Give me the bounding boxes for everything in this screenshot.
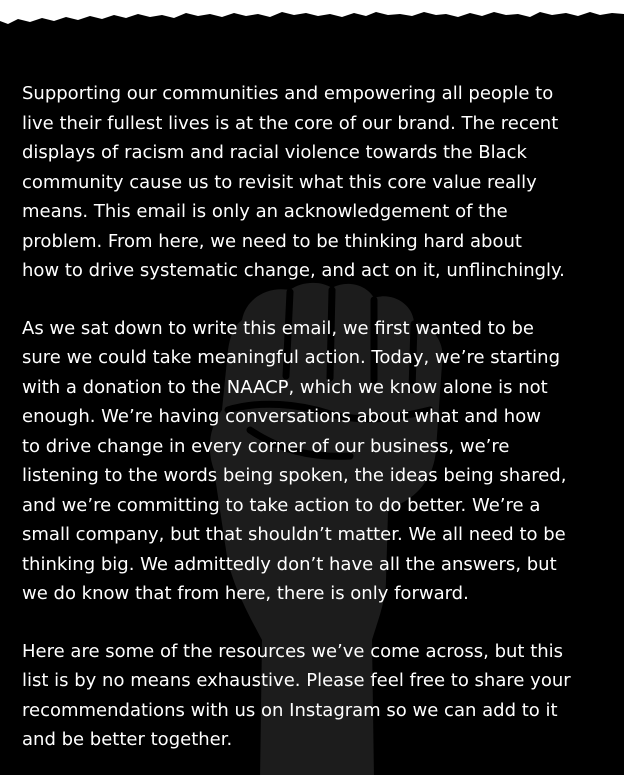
- intro-paragraph: Supporting our communities and empowering all people to live their fullest lives is at the core of our brand. The recent displays of racism and racial violence towards the Black community cause us to revisit what this core value really means. This email is only an acknowledgement of the problem. From here, we need to be thinking hard about how to drive systematic change, and act on it, unflinchingly.: [22, 83, 565, 281]
- action-paragraph: As we sat down to write this email, we first wanted to be sure we could take meaningful action. Today, we’re starting with a donation to the NAACP, which we know alone is not enough. We’re having conversations about what and how to drive change in every corner of our business, we’re listening to the words being spoken, the ideas being shared, and we’re committing to take action to do better. We’re a small company, but that shouldn’t matter. We all need to be thinking big. We admittedly don’t have all the answers, but we do know that from here, there is only forward.: [22, 317, 567, 604]
- resources-paragraph: Here are some of the resources we’ve come across, but this list is by no means exhaustive. Please feel free to share your recommendations with us on Instagram so we can add to it and be better together.: [22, 640, 571, 750]
- torn-paper-edge: [0, 0, 624, 40]
- email-content: [22, 79, 612, 775]
